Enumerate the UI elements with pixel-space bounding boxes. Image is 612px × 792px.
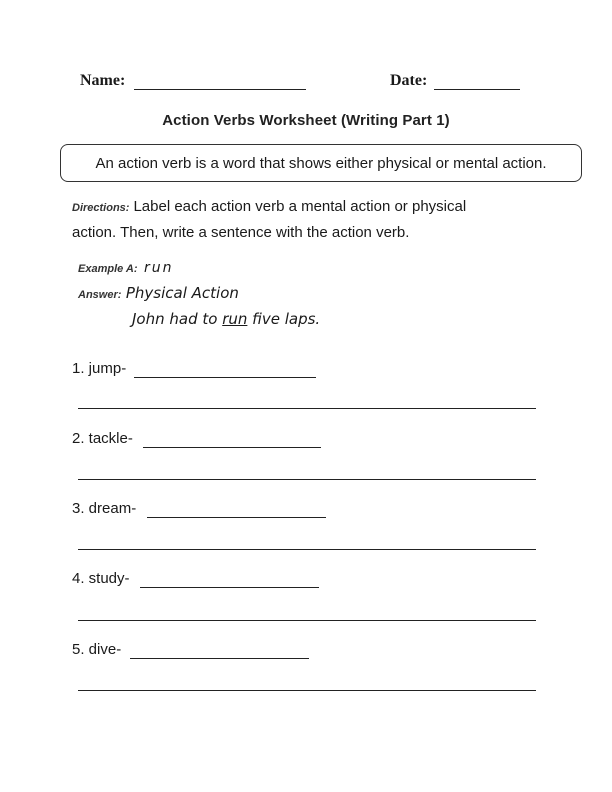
item-2-sentence-line[interactable] bbox=[78, 478, 536, 480]
example-row bbox=[78, 259, 173, 277]
directions-line-2: action. Then, write a sentence with the action verb. bbox=[72, 224, 410, 241]
item-3-label: 3. dream- bbox=[72, 500, 137, 517]
definition-text: An action verb is a word that shows either physical or mental action. bbox=[95, 154, 547, 172]
item-1-answer-line[interactable] bbox=[134, 376, 316, 378]
answer-text: Physical Action bbox=[125, 284, 239, 302]
example-word: run bbox=[143, 260, 174, 276]
example-sentence-before: John had to bbox=[132, 310, 223, 328]
definition-box bbox=[60, 144, 582, 182]
name-label: Name: bbox=[80, 72, 126, 89]
item-3-sentence-line[interactable] bbox=[78, 548, 536, 550]
example-sentence-verb: run bbox=[222, 310, 248, 328]
item-1-label: 1. jump- bbox=[72, 360, 127, 377]
item-4-sentence-line[interactable] bbox=[78, 619, 536, 621]
answer-row bbox=[78, 284, 239, 303]
item-1-sentence-line[interactable] bbox=[78, 407, 536, 409]
item-5-sentence-line[interactable] bbox=[78, 689, 536, 691]
example-sentence bbox=[132, 310, 320, 328]
answer-label: Answer: bbox=[78, 289, 122, 301]
directions-label: Directions: bbox=[72, 202, 130, 214]
date-label: Date: bbox=[390, 72, 428, 89]
name-field[interactable] bbox=[134, 88, 306, 90]
item-2-label: 2. tackle- bbox=[72, 430, 133, 447]
item-4-answer-line[interactable] bbox=[140, 586, 319, 588]
page-title: Action Verbs Worksheet (Writing Part 1) bbox=[162, 112, 450, 129]
date-field[interactable] bbox=[434, 88, 520, 90]
directions-line-1: Label each action verb a mental action or physical bbox=[133, 198, 467, 215]
item-4-label: 4. study- bbox=[72, 570, 130, 587]
item-5-label: 5. dive- bbox=[72, 641, 122, 658]
example-sentence-after: five laps. bbox=[247, 310, 321, 328]
directions-block bbox=[72, 194, 552, 221]
item-3-answer-line[interactable] bbox=[147, 516, 326, 518]
item-5-answer-line[interactable] bbox=[130, 657, 309, 659]
example-label: Example A: bbox=[78, 263, 138, 275]
item-2-answer-line[interactable] bbox=[143, 446, 321, 448]
